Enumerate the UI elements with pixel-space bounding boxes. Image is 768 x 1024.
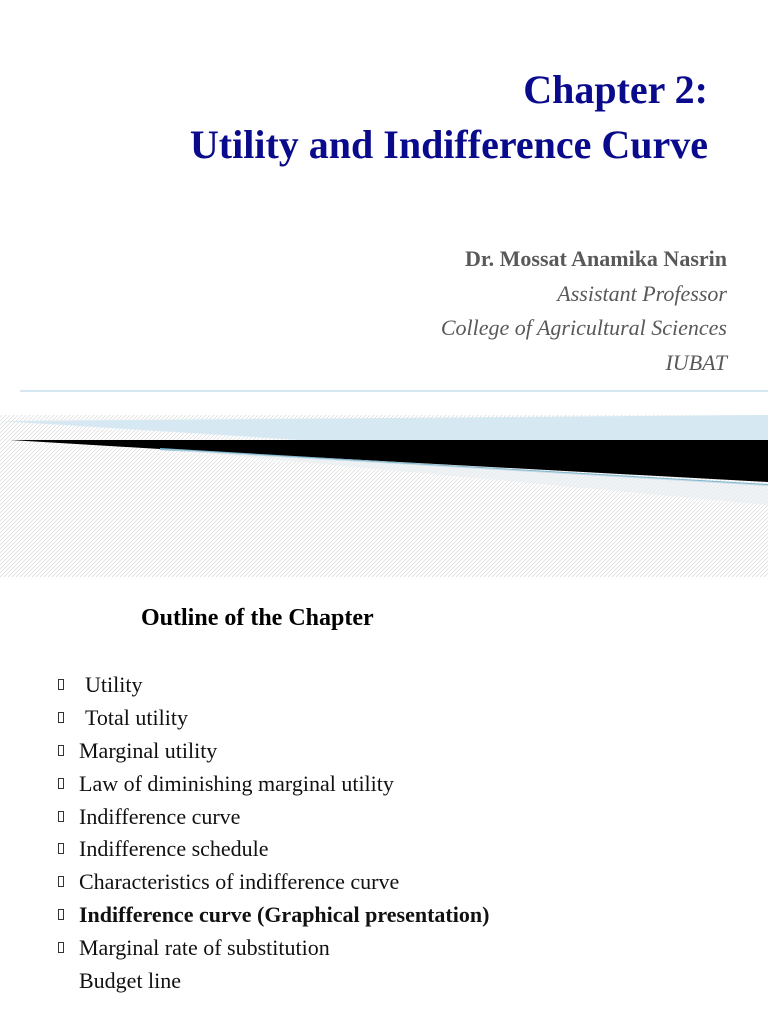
author-department: College of Agricultural Sciences [440,315,727,340]
decorative-swoosh-banner [0,385,768,577]
bullet-icon [58,843,64,854]
bullet-icon [58,712,64,723]
bullet-icon [58,942,64,953]
author-block [127,242,727,380]
title-line-2: Utility and Indifference Curve [189,122,708,167]
outline-heading: Outline of the Chapter [141,605,374,631]
bullet-icon [58,909,64,920]
bullet-icon [58,745,64,756]
bullet-icon [58,679,64,690]
title-line-1: Chapter 2: [523,67,708,112]
outline-item-text: Total utility [85,704,188,730]
outline-item-text: Indifference curve (Graphical presentation) [79,902,490,928]
bullet-icon [58,876,64,887]
outline-item-text: Characteristics of indifference curve [79,869,400,895]
bullet-icon [58,811,64,822]
outline-item-text: Utility [85,672,143,697]
slide-title [8,62,708,172]
author-institution: IUBAT [665,349,727,375]
outline-item-text: Law of diminishing marginal utility [79,770,394,796]
outline-item-text: Indifference curve [79,803,241,829]
author-name: Dr. Mossat Anamika Nasrin [465,246,727,271]
outline-item-text: Indifference schedule [79,836,269,862]
outline-item-text: Marginal rate of substitution [79,935,330,961]
outline-item-text: Budget line [79,968,182,994]
bullet-icon [58,778,64,789]
outline-item-text: Marginal utility [79,737,218,763]
author-position: Assistant Professor [557,280,727,306]
